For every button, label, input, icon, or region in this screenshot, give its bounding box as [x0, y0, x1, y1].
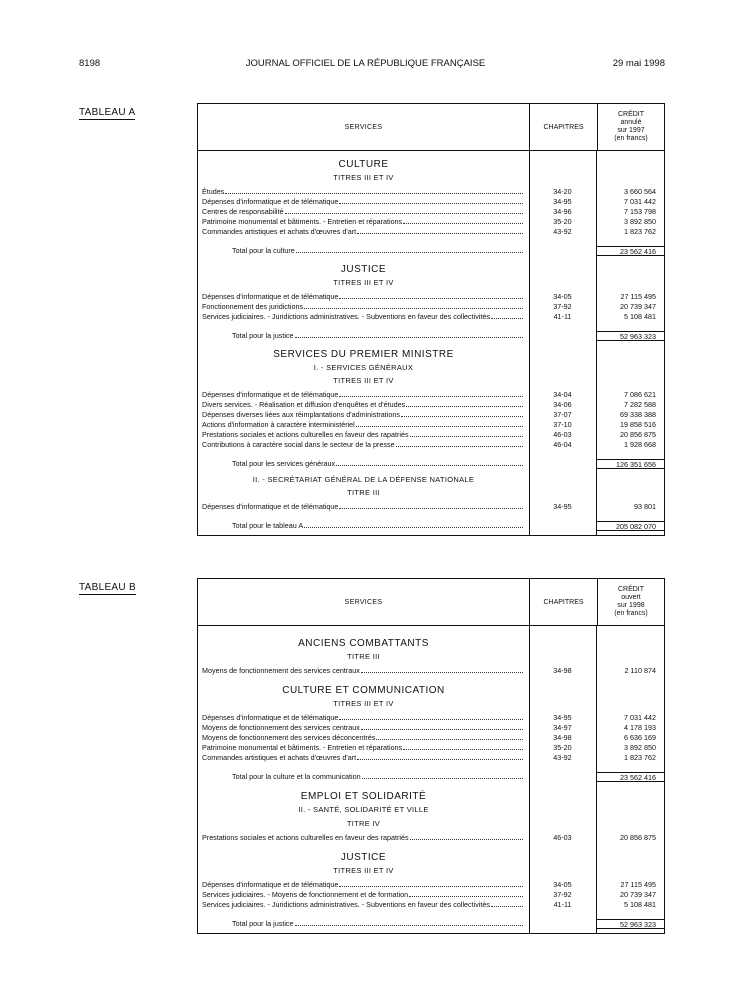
row-label [198, 772, 529, 782]
credit-value: 93 801 [634, 502, 656, 511]
chapter-code: 37-92 [553, 302, 572, 311]
chapter-code: 46-04 [553, 440, 572, 449]
leader-dots [356, 420, 523, 427]
row-label-text: Dépenses d'informatique et de télématique [202, 390, 339, 399]
leader-dots [339, 292, 523, 299]
row-label [198, 743, 529, 753]
row-label-text: Divers services. - Réalisation et diffusion d'enquêtes et d'études [202, 400, 406, 409]
section-subtitle: TITRE III [347, 488, 380, 497]
leader-dots [410, 833, 523, 840]
leader-dots [362, 772, 523, 779]
table-row [198, 400, 664, 410]
table-row [198, 207, 664, 217]
row-label [198, 430, 529, 440]
row-label-text: Commandes artistiques et achats d'œuvres d'art [202, 227, 357, 236]
credit-value: 69 338 388 [620, 410, 656, 419]
leader-dots [285, 207, 523, 214]
chapter-code: 34-05 [553, 292, 572, 301]
credit-value: 3 892 850 [624, 743, 656, 752]
row-label [198, 459, 529, 469]
col-chapitres: CHAPITRES [530, 104, 598, 150]
table-row [198, 666, 664, 676]
row-label [198, 312, 529, 322]
credit-value: 126 351 656 [596, 459, 664, 469]
row-label [198, 502, 529, 512]
section-title: EMPLOI ET SOLIDARITÉ [300, 791, 427, 802]
tableau-a-label: TABLEAU A [79, 107, 136, 118]
leader-dots [491, 900, 523, 907]
leader-dots [361, 666, 523, 673]
row-label [198, 187, 529, 197]
table-row [198, 227, 664, 237]
row-label [198, 420, 529, 430]
credit-value: 27 115 495 [620, 292, 656, 301]
row-label-text: Patrimoine monumental et bâtiments. - Entretien et réparations [202, 743, 403, 752]
credit-value: 7 086 621 [624, 390, 656, 399]
table-row [198, 312, 664, 322]
credit-value: 20 739 347 [620, 302, 656, 311]
table-row [198, 302, 664, 312]
table-row [198, 390, 664, 400]
row-label-text: Prestations sociales et actions culturelles en faveur des rapatriés [202, 833, 409, 842]
row-label-text: Patrimoine monumental et bâtiments. - Entretien et réparations [202, 217, 403, 226]
leader-dots [401, 410, 523, 417]
leader-dots [296, 246, 523, 253]
row-label-text: Fonctionnement des juridictions [202, 302, 304, 311]
section-subtitle: TITRES III ET IV [333, 173, 394, 182]
total-row [198, 919, 664, 929]
chapter-code: 41-11 [553, 312, 572, 321]
leader-dots [396, 440, 523, 447]
chapter-code: 34-95 [553, 197, 572, 206]
section-subtitle: TITRES III ET IV [333, 278, 394, 287]
table-row [198, 880, 664, 890]
table-row [198, 292, 664, 302]
leader-dots [304, 521, 523, 528]
col-credit: CRÉDIT annulé sur 1997 (en francs) [614, 111, 648, 142]
leader-dots [304, 302, 523, 309]
leader-dots [336, 459, 523, 466]
page-number: 8198 [79, 58, 101, 69]
credit-value: 20 739 347 [620, 890, 656, 899]
row-label [198, 217, 529, 227]
tableau-b [197, 578, 665, 934]
row-label [198, 292, 529, 302]
section-subtitle: TITRE IV [346, 819, 381, 828]
credit-value: 7 282 588 [624, 400, 656, 409]
section-subtitle: TITRES III ET IV [333, 376, 394, 385]
row-label-text: Total pour la culture et la communication [232, 772, 361, 781]
leader-dots [295, 331, 523, 338]
table-body [198, 626, 664, 933]
section-subtitle: TITRES III ET IV [333, 866, 394, 875]
leader-dots [410, 430, 523, 437]
credit-value: 5 108 481 [624, 312, 656, 321]
row-label [198, 197, 529, 207]
total-row [198, 331, 664, 341]
row-label [198, 521, 529, 531]
chapter-code: 46-03 [553, 430, 572, 439]
leader-dots [339, 197, 523, 204]
table-row [198, 890, 664, 900]
credit-value: 20 856 875 [620, 430, 656, 439]
row-label [198, 400, 529, 410]
table-row [198, 430, 664, 440]
row-label [198, 666, 529, 676]
row-label [198, 331, 529, 341]
chapter-code: 35-20 [553, 217, 572, 226]
credit-value: 52 963 323 [596, 919, 664, 929]
chapter-code: 37-92 [553, 890, 572, 899]
chapter-code [529, 331, 596, 341]
chapter-code [529, 772, 596, 782]
credit-value: 6 636 169 [624, 733, 656, 742]
row-label-text: Dépenses diverses liées aux réimplantations d'administrations [202, 410, 400, 419]
row-label-text: Actions d'information à caractère interministériel [202, 420, 355, 429]
row-label [198, 713, 529, 723]
chapter-code: 34-06 [553, 400, 572, 409]
row-label-text: Contributions à caractère social dans le secteur de la presse [202, 440, 395, 449]
row-label [198, 833, 529, 843]
credit-value: 205 082 070 [596, 521, 664, 531]
section-subtitle: II. - SECRÉTARIAT GÉNÉRAL DE LA DÉFENSE NATIONALE [252, 475, 475, 484]
table-row [198, 187, 664, 197]
leader-dots [406, 400, 523, 407]
row-label-text: Total pour la culture [232, 246, 295, 255]
row-label-text: Dépenses d'informatique et de télématique [202, 713, 339, 722]
row-label [198, 207, 529, 217]
chapter-code: 34-96 [553, 207, 572, 216]
row-label-text: Services judiciaires. - Juridictions administratives. - Subventions en faveur des collectivités [202, 900, 491, 909]
credit-value: 23 562 416 [596, 246, 664, 256]
table-body [198, 151, 664, 535]
table-row [198, 502, 664, 512]
table-header [198, 579, 664, 626]
chapter-code [529, 459, 596, 469]
leader-dots [403, 743, 523, 750]
section-title: ANCIENS COMBATTANTS [298, 638, 429, 649]
tableau-a [197, 103, 665, 536]
col-chapitres: CHAPITRES [530, 579, 598, 625]
row-label [198, 723, 529, 733]
credit-value: 1 823 762 [624, 753, 656, 762]
row-label-text: Services judiciaires. - Moyens de fonctionnement et de formation [202, 890, 409, 899]
row-label-text: Dépenses d'informatique et de télématique [202, 292, 339, 301]
section-title: JUSTICE [340, 264, 387, 275]
row-label [198, 227, 529, 237]
row-label [198, 890, 529, 900]
credit-value: 20 856 875 [620, 833, 656, 842]
leader-dots [403, 217, 523, 224]
row-label-text: Moyens de fonctionnement des services centraux [202, 723, 360, 732]
leader-dots [339, 713, 523, 720]
total-row [198, 459, 664, 469]
chapter-code: 34-97 [553, 723, 572, 732]
row-label-text: Dépenses d'informatique et de télématique [202, 880, 339, 889]
table-row [198, 743, 664, 753]
section-subtitle: I. - SERVICES GÉNÉRAUX [313, 363, 414, 372]
chapter-code: 43-92 [553, 753, 572, 762]
total-row [198, 246, 664, 256]
leader-dots [491, 312, 523, 319]
leader-dots [376, 733, 523, 740]
col-credit: CRÉDIT ouvert sur 1998 (en francs) [614, 586, 648, 617]
chapter-code: 34-98 [553, 733, 572, 742]
credit-value: 4 178 193 [624, 723, 656, 732]
leader-dots [361, 723, 523, 730]
chapter-code: 34-95 [553, 502, 572, 511]
row-label-text: Études [202, 187, 225, 196]
credit-value: 7 031 442 [624, 197, 656, 206]
row-label [198, 302, 529, 312]
chapter-code: 37-10 [553, 420, 572, 429]
section-subtitle: TITRES III ET IV [333, 699, 394, 708]
leader-dots [409, 890, 523, 897]
row-label [198, 919, 529, 929]
row-label-text: Moyens de fonctionnement des services centraux [202, 666, 360, 675]
row-label [198, 900, 529, 910]
credit-value: 7 153 798 [624, 207, 656, 216]
row-label [198, 246, 529, 256]
table-row [198, 713, 664, 723]
table-row [198, 733, 664, 743]
row-label [198, 410, 529, 420]
credit-value: 19 858 516 [620, 420, 656, 429]
chapter-code: 35-20 [553, 743, 572, 752]
issue-date: 29 mai 1998 [612, 58, 665, 69]
table-row [198, 833, 664, 843]
row-label-text: Total pour la justice [232, 331, 294, 340]
row-label-text: Prestations sociales et actions culturelles en faveur des rapatriés [202, 430, 409, 439]
credit-value: 5 108 481 [624, 900, 656, 909]
credit-value: 2 110 874 [624, 666, 656, 675]
leader-dots [295, 919, 523, 926]
chapter-code: 43-92 [553, 227, 572, 236]
leader-dots [357, 753, 523, 760]
credit-value: 23 562 416 [596, 772, 664, 782]
row-label [198, 733, 529, 743]
row-label-text: Total pour la justice [232, 919, 294, 928]
leader-dots [339, 880, 523, 887]
table-row [198, 900, 664, 910]
col-services: SERVICES [198, 579, 530, 625]
chapter-code: 34-20 [553, 187, 572, 196]
row-label-text: Dépenses d'informatique et de télématique [202, 502, 339, 511]
chapter-code: 46-03 [553, 833, 572, 842]
row-label-text: Commandes artistiques et achats d'œuvres d'art [202, 753, 357, 762]
row-label-text: Dépenses d'informatique et de télématique [202, 197, 339, 206]
journal-title: JOURNAL OFFICIEL DE LA RÉPUBLIQUE FRANÇAISE [245, 58, 486, 69]
chapter-code [529, 521, 596, 531]
chapter-code: 34-05 [553, 880, 572, 889]
credit-value: 7 031 442 [624, 713, 656, 722]
total-row [198, 521, 664, 531]
section-title: CULTURE ET COMMUNICATION [282, 685, 445, 696]
table-header [198, 104, 664, 151]
row-label [198, 880, 529, 890]
row-label [198, 390, 529, 400]
table-row [198, 197, 664, 207]
chapter-code [529, 919, 596, 929]
table-row [198, 410, 664, 420]
section-title: SERVICES DU PREMIER MINISTRE [273, 349, 454, 360]
leader-dots [225, 187, 523, 194]
chapter-code [529, 246, 596, 256]
chapter-code: 37-07 [553, 410, 572, 419]
section-subtitle: II. - SANTÉ, SOLIDARITÉ ET VILLE [298, 805, 429, 814]
table-row [198, 723, 664, 733]
table-row [198, 753, 664, 763]
credit-value: 27 115 495 [620, 880, 656, 889]
tableau-b-label: TABLEAU B [79, 582, 136, 593]
section-title: CULTURE [338, 159, 389, 170]
table-row [198, 420, 664, 430]
leader-dots [357, 227, 523, 234]
total-row [198, 772, 664, 782]
row-label-text: Centres de responsabilité [202, 207, 284, 216]
credit-value: 3 892 850 [624, 217, 656, 226]
row-label-text: Services judiciaires. - Juridictions administratives. - Subventions en faveur des collectivités [202, 312, 491, 321]
leader-dots [339, 502, 523, 509]
row-label [198, 440, 529, 450]
credit-value: 3 660 564 [624, 187, 656, 196]
row-label-text: Total pour les services généraux [232, 459, 336, 468]
credit-value: 1 928 668 [624, 440, 656, 449]
row-label [198, 753, 529, 763]
table-row [198, 440, 664, 450]
section-title: JUSTICE [340, 852, 387, 863]
chapter-code: 41-11 [553, 900, 572, 909]
section-subtitle: TITRE III [347, 652, 380, 661]
row-label-text: Total pour le tableau A [232, 521, 304, 530]
chapter-code: 34-98 [553, 666, 572, 675]
chapter-code: 34-04 [553, 390, 572, 399]
row-label-text: Moyens de fonctionnement des services déconcentrés [202, 733, 376, 742]
table-row [198, 217, 664, 227]
chapter-code: 34-95 [553, 713, 572, 722]
credit-value: 52 963 323 [596, 331, 664, 341]
leader-dots [339, 390, 523, 397]
credit-value: 1 823 762 [624, 227, 656, 236]
col-services: SERVICES [198, 104, 530, 150]
